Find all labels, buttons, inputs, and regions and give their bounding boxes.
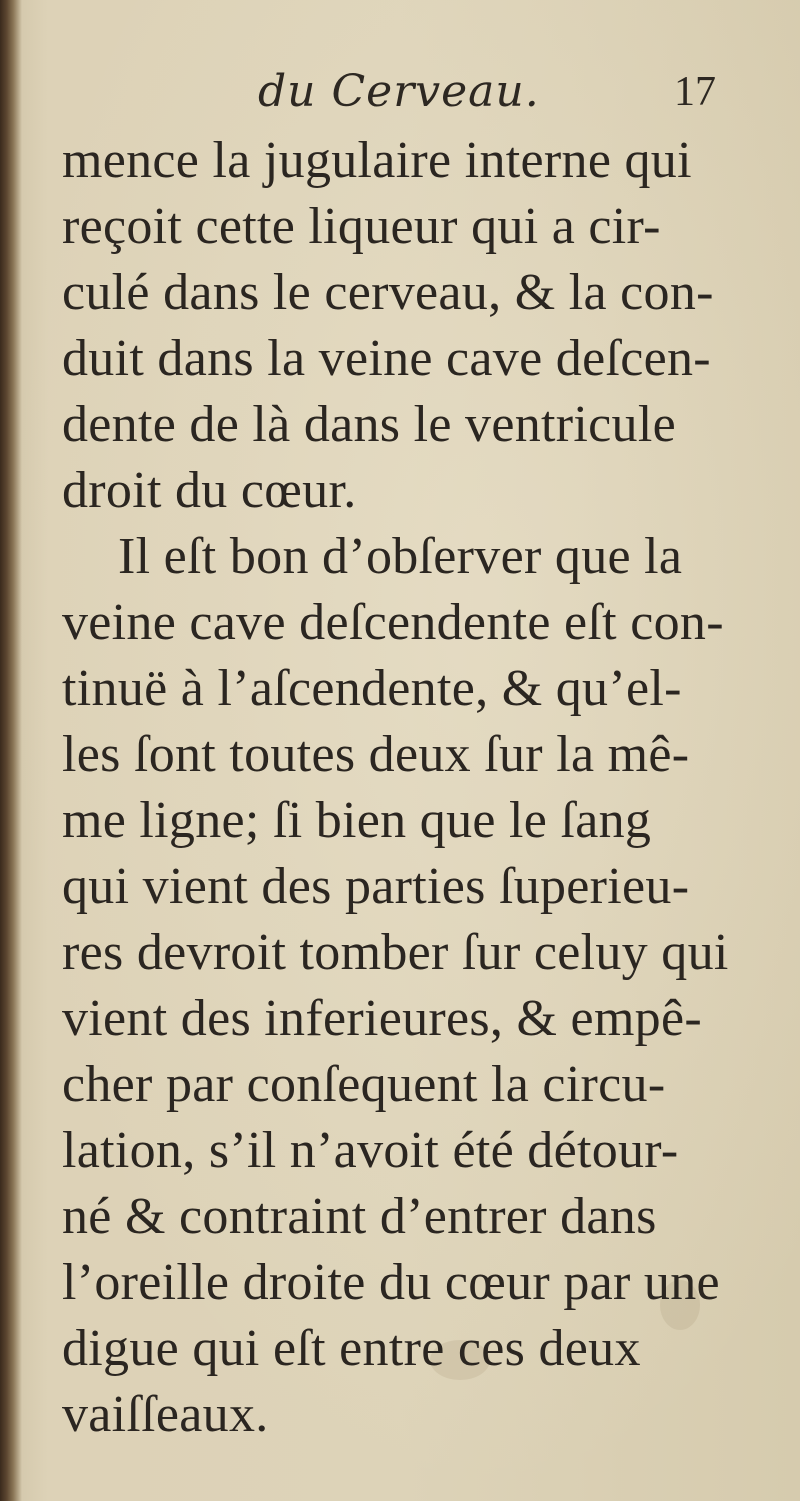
text-line: vaiſſeaux.: [62, 1386, 269, 1443]
text-line: cher par conſequent la circu-: [62, 1056, 666, 1113]
paragraph-start-line: Il eſt bon d’obſerver que la: [118, 528, 683, 585]
text-line: l’oreille droite du cœur par une: [62, 1254, 720, 1311]
text-line: tinuë à l’aſcendente, & qu’el-: [62, 660, 682, 717]
text-line: droit du cœur.: [62, 462, 357, 519]
text-line: culé dans le cerveau, & la con-: [62, 264, 714, 321]
text-line: me ligne; ſi bien que le ſang: [62, 792, 652, 849]
text-line: mence la jugulaire interne qui: [62, 132, 692, 189]
text-line: les ſont toutes deux ſur la mê-: [62, 726, 690, 783]
text-line: qui vient des parties ſuperieu-: [62, 858, 690, 915]
text-line: lation, s’il n’avoit été détour-: [62, 1122, 679, 1179]
page-number: 17: [674, 69, 716, 115]
text-line: né & contraint d’entrer dans: [62, 1188, 657, 1245]
running-title: du Cerveau.: [258, 66, 540, 117]
book-spine-shadow: [0, 0, 22, 1501]
page-header: [0, 60, 800, 130]
text-line: duit dans la veine cave deſcen-: [62, 330, 711, 387]
text-line: res devroit tomber ſur celuy qui: [62, 924, 729, 981]
text-line: dente de là dans le ventricule: [62, 396, 676, 453]
text-line: reçoit cette liqueur qui a cir-: [62, 198, 661, 255]
text-line: veine cave deſcendente eſt con-: [62, 594, 724, 651]
text-line: vient des inferieures, & empê-: [62, 990, 702, 1047]
body-text: [62, 128, 742, 1448]
text-line: digue qui eſt entre ces deux: [62, 1320, 641, 1377]
